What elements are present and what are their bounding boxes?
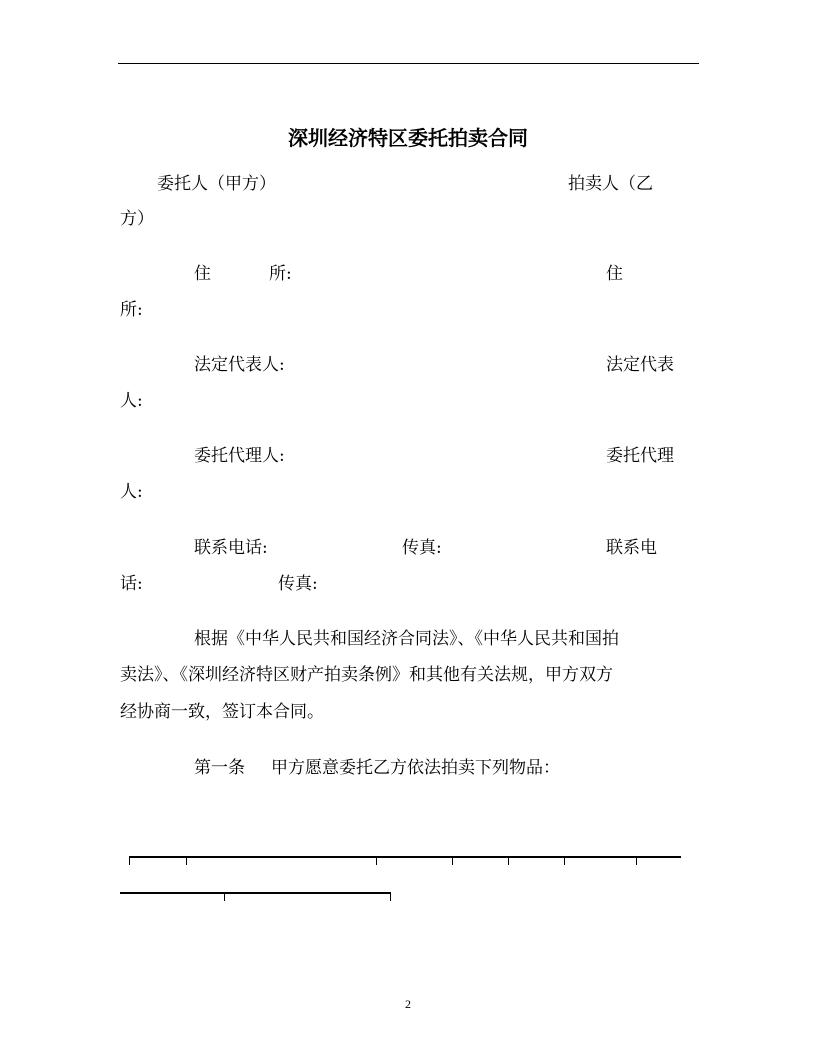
address-label-right-b: 所: [120, 300, 143, 320]
document-title: 深圳经济特区委托拍卖合同 [288, 126, 528, 150]
table-second-rule [120, 892, 391, 894]
article-1-label: 第一条 [194, 758, 245, 778]
agent-label-right-a: 委托代理 [606, 446, 674, 466]
principal-label: 委托人（甲方） [157, 174, 276, 194]
table-column-divider [390, 892, 391, 901]
preamble-line-2: 卖法》、《深圳经济特区财产拍卖条例》和其他有关法规，甲方双方 [120, 665, 613, 685]
table-column-divider [186, 856, 187, 865]
page-number: 2 [405, 997, 411, 1011]
table-column-divider [452, 856, 453, 865]
table-column-divider [508, 856, 509, 865]
auctioneer-label-line2: 方） [120, 209, 154, 229]
preamble-line-3: 经协商一致，签订本合同。 [120, 702, 324, 722]
address-label-right-a: 住 [606, 264, 623, 284]
phone-label-left: 联系电话: [194, 538, 268, 558]
fax-label-left: 传真: [402, 538, 442, 558]
legal-rep-label-left: 法定代表人: [194, 355, 285, 375]
legal-rep-label-right-a: 法定代表 [606, 355, 674, 375]
auctioneer-label-line1: 拍卖人（乙 [568, 174, 653, 194]
fax-label-right: 传真: [278, 574, 318, 594]
table-column-divider [564, 856, 565, 865]
table-column-divider [224, 892, 225, 901]
legal-rep-label-right-b: 人: [120, 391, 143, 411]
address-label-left-b: 所: [269, 264, 292, 284]
article-1-text: 甲方愿意委托乙方依法拍卖下列物品： [271, 758, 560, 778]
address-label-left-a: 住 [194, 264, 211, 284]
table-top-rule [129, 856, 681, 858]
phone-label-right-b: 话: [120, 574, 143, 594]
agent-label-left: 委托代理人: [194, 446, 285, 466]
agent-label-right-b: 人: [120, 482, 143, 502]
table-column-divider [376, 856, 377, 865]
table-column-divider [129, 856, 130, 865]
phone-label-right-a: 联系电 [606, 538, 657, 558]
header-rule [118, 63, 699, 64]
preamble-line-1: 根据《中华人民共和国经济合同法》、《中华人民共和国拍 [194, 629, 619, 649]
table-column-divider [636, 856, 637, 865]
